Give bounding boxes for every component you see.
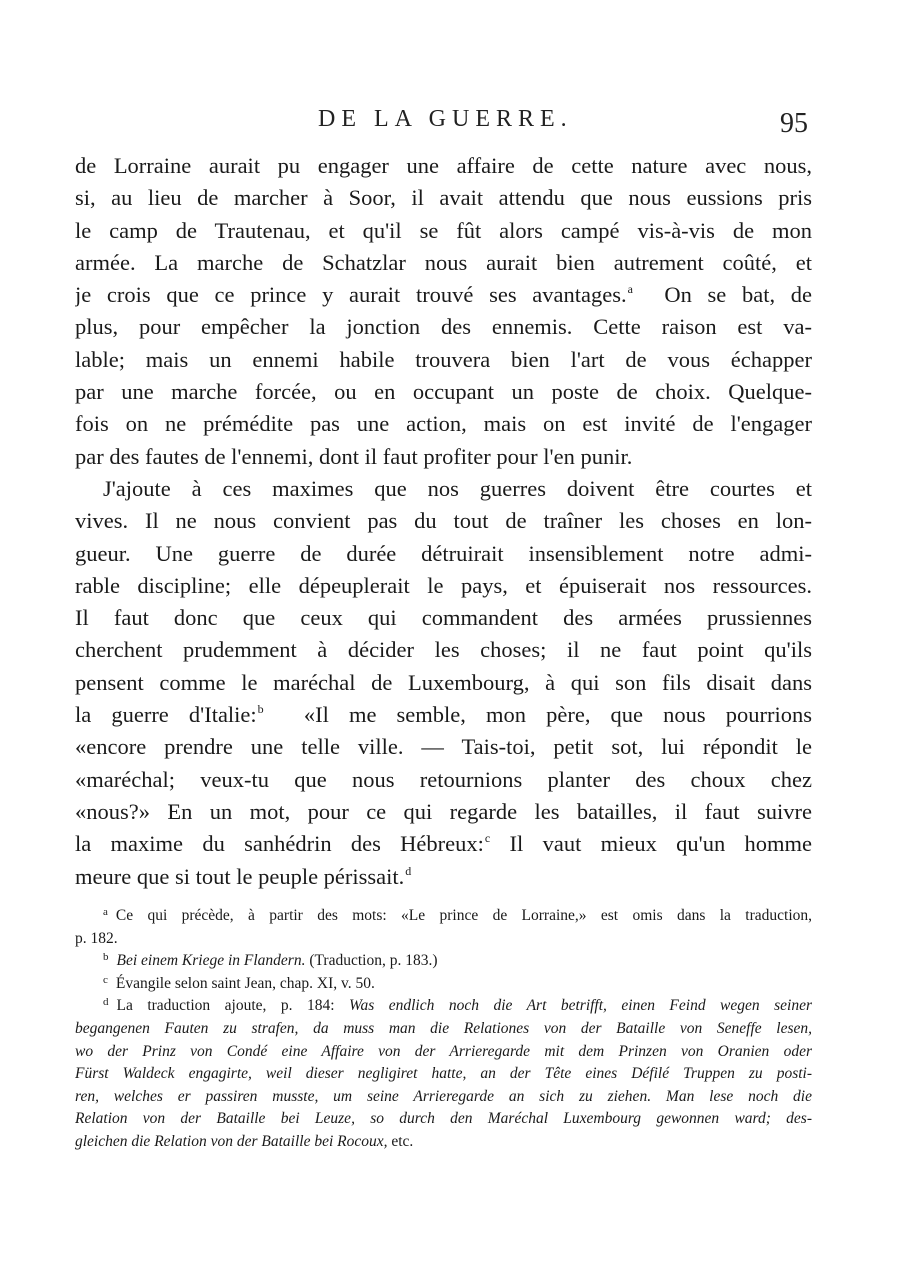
- text-line: cherchent prudemment à décider les choses; il ne faut point qu'ils: [75, 637, 812, 663]
- footnotes: [75, 905, 812, 1154]
- paragraph-1: [75, 150, 812, 473]
- text-segment: Il vaut mieux qu'un homme: [509, 831, 812, 857]
- text-line: lable; mais un ennemi habile trouvera bien l'art de vous échapper: [75, 346, 812, 372]
- footnote-ref-a: a: [627, 282, 633, 297]
- footnote-text: etc.: [391, 1132, 414, 1150]
- text-line: par une marche forcée, ou en occupant un poste de choix. Quelque-: [75, 379, 812, 405]
- footnote-letter: b: [103, 951, 109, 964]
- text-line: fois on ne prémédite pas une action, mais on est invité de l'engager: [75, 411, 812, 437]
- footnote-c: [75, 973, 812, 996]
- text-line: si, au lieu de marcher à Soor, il avait attendu que nous eussions pris: [75, 185, 812, 211]
- text-line: «nous?» En un mot, pour ce qui regarde les batailles, il faut suivre: [75, 798, 812, 824]
- text-segment: la guerre d'Italie:: [75, 702, 257, 728]
- footnote-ref-b: b: [257, 702, 264, 717]
- footnote-text: (Traduction, p. 183.): [309, 952, 438, 970]
- footnote-d-line: begangenen Fauten zu strafen, da muss man die Relationes von der Bataille von Seneffe lesen,: [75, 1019, 812, 1037]
- running-head: [0, 104, 900, 144]
- paragraph-2: [75, 473, 812, 893]
- text-line: Il faut donc que ceux qui commandent des armées prussiennes: [75, 605, 812, 631]
- text-line: [75, 279, 812, 311]
- footnote-text: La traduction ajoute, p. 184:: [116, 997, 335, 1015]
- footnote-italic-text: gleichen die Relation von der Bataille bei Rocoux,: [75, 1132, 388, 1150]
- text-segment: je crois que ce prince y aurait trouvé ses avantages.: [75, 282, 627, 308]
- footnote-d-line: wo der Prinz von Condé eine Affaire von der Arrieregarde mit dem Prinzen von Oranien oder: [75, 1042, 812, 1060]
- footnote-letter: a: [103, 906, 108, 918]
- footnote-letter: d: [103, 996, 109, 1009]
- footnote-italic-text: Was endlich noch die Art betrifft, einen Feind wegen seiner: [349, 997, 812, 1015]
- text-line: [75, 828, 812, 860]
- text-line: J'ajoute à ces maximes que nos guerres doivent être courtes et: [103, 475, 812, 501]
- footnote-d: [75, 995, 812, 1018]
- text-line: [75, 699, 812, 731]
- text-line: «maréchal; veux-tu que nous retournions planter des choux chez: [75, 766, 812, 792]
- text-line: de Lorraine aurait pu engager une affaire de cette nature avec nous,: [75, 153, 812, 178]
- text-line: le camp de Trautenau, et qu'il se fût alors campé vis-à-vis de mon: [75, 217, 812, 243]
- text-line: rable discipline; elle dépeuplerait le pays, et épuiserait nos ressources.: [75, 572, 812, 598]
- footnote-d-line: Relation von der Bataille bei Leuze, so durch den Maréchal Luxembourg gewonnen ward; des-: [75, 1110, 812, 1128]
- main-text: [75, 150, 812, 893]
- footnote-italic-text: Bei einem Kriege in Flandern.: [116, 952, 306, 970]
- footnote-b: [75, 950, 812, 973]
- text-line: par des fautes de l'ennemi, dont il faut profiter pour l'en punir.: [75, 443, 633, 469]
- footnote-a: [75, 905, 812, 928]
- footnote-text: Évangile selon saint Jean, chap. XI, v. 50.: [115, 974, 375, 992]
- text-line: vives. Il ne nous convient pas du tout de traîner les choses en lon-: [75, 508, 812, 534]
- text-line: plus, pour empêcher la jonction des ennemis. Cette raison est va-: [75, 314, 812, 340]
- text-line: pensent comme le maréchal de Luxembourg, à qui son fils disait dans: [75, 669, 812, 695]
- text-segment: «Il me semble, mon père, que nous pourrions: [303, 702, 812, 728]
- text-line: [75, 861, 812, 893]
- text-segment: la maxime du sanhédrin des Hébreux:: [75, 831, 484, 857]
- footnote-ref-c: c: [484, 831, 491, 846]
- page-number: 95: [780, 108, 808, 139]
- footnote-d-line: Fürst Waldeck engagirte, weil dieser negligiret hatte, an der Tête eines Défilé Truppen zu posti-: [75, 1065, 812, 1083]
- footnote-a-continued: p. 182.: [75, 929, 118, 947]
- text-line: «encore prendre une telle ville. — Tais-toi, petit sot, lui répondit le: [75, 734, 812, 760]
- footnote-ref-d: d: [405, 863, 412, 878]
- text-line: armée. La marche de Schatzlar nous aurait bien autrement coûté, et: [75, 249, 812, 275]
- footnote-d-line: ren, welches er passiren musste, um seine Arrieregarde an sich zu ziehen. Man lese noch die: [75, 1087, 812, 1105]
- footnote-text: Ce qui précède, à partir des mots: «Le prince de Lorraine,» est omis dans la traduction,: [115, 907, 812, 924]
- footnote-letter: c: [103, 973, 108, 986]
- text-segment: On se bat, de: [664, 282, 812, 308]
- footnote-d-line: [75, 1131, 812, 1154]
- text-line: gueur. Une guerre de durée détruirait insensiblement notre admi-: [75, 540, 812, 566]
- text-segment: meure que si tout le peuple périssait.: [75, 863, 405, 889]
- running-title: DE LA GUERRE.: [318, 106, 573, 132]
